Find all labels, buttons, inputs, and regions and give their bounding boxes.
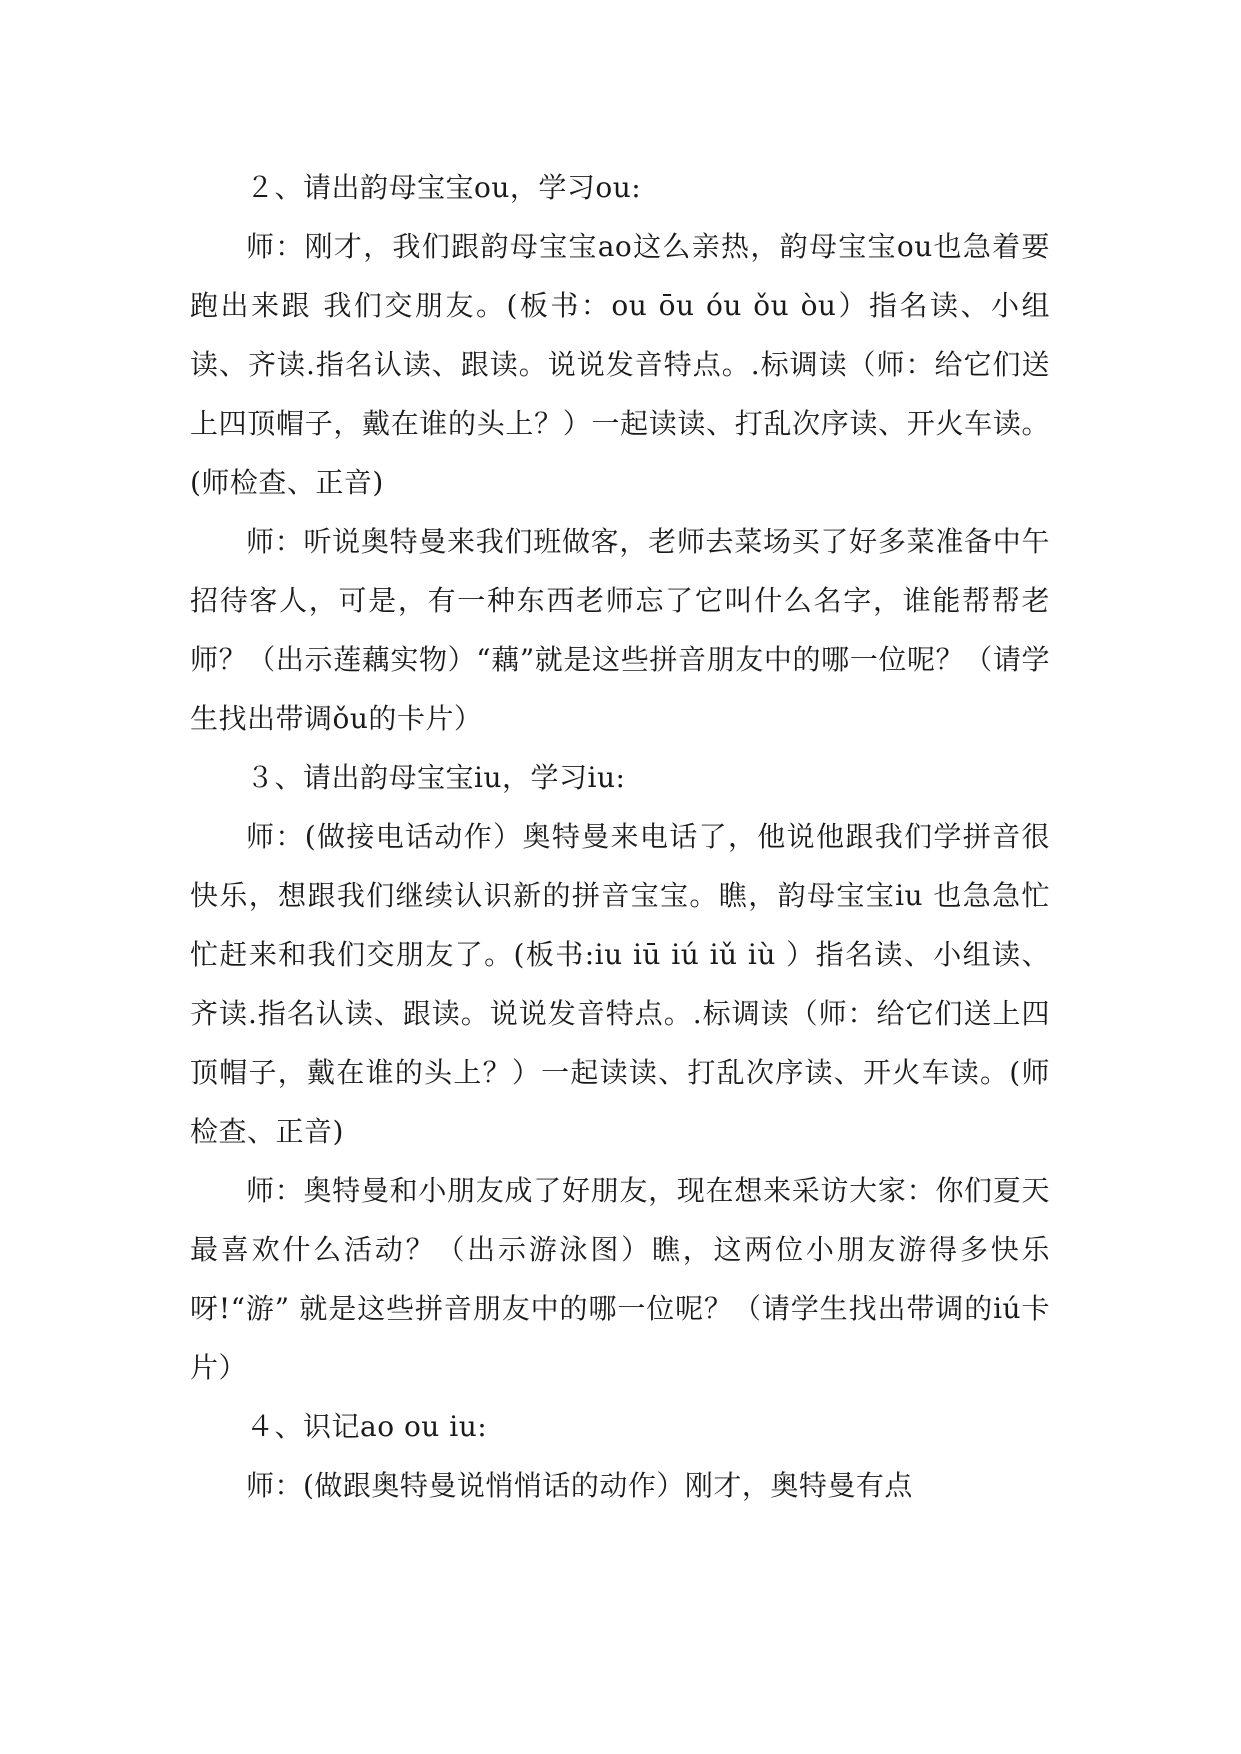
- paragraph: 师：奥特曼和小朋友成了好朋友，现在想来采访大家：你们夏天最喜欢什么活动？（出示游泳图）瞧，这两位小朋友游得多快乐呀!“游” 就是这些拼音朋友中的哪一位呢？（请学生找出带调的iú卡片）: [190, 1174, 1050, 1384]
- section-heading-3: ３、请出韵母宝宝iu，学习iu:: [246, 761, 626, 794]
- section-heading-4: ４、识记ao ou iu:: [246, 1410, 488, 1443]
- paragraph: 师：(做跟奥特曼说悄悄话的动作）刚才，奥特曼有点: [246, 1469, 913, 1502]
- paragraph: 师：刚才，我们跟韵母宝宝ao这么亲热，韵母宝宝ou也急着要跑出来跟 我们交朋友。(板书：ou ōu óu ǒu òu）指名读、小组读、齐读.指名认读、跟读。说说发音特点。.标调读（师：给它们送上四顶帽子，戴在谁的头上？）一起读读、打乱次序读、开火车读。(师检查、正音): [190, 230, 1050, 499]
- paragraph: 师：(做接电话动作）奥特曼来电话了，他说他跟我们学拼音很快乐，想跟我们继续认识新的拼音宝宝。瞧，韵母宝宝iu 也急急忙忙赶来和我们交朋友了。(板书:iu iū iú iǔ iù ）指名读、小组读、齐读.指名认读、跟读。说说发音特点。.标调读（师：给它们送上四顶帽子，戴在谁的头上？）一起读读、打乱次序读、开火车读。(师检查、正音): [190, 820, 1050, 1148]
- document-page: [190, 158, 1050, 1515]
- section-heading-2: ２、请出韵母宝宝ou，学习ou:: [246, 171, 642, 204]
- paragraph: 师：听说奥特曼来我们班做客，老师去菜场买了好多菜准备中午招待客人，可是，有一种东西老师忘了它叫什么名字，谁能帮帮老师？（出示莲藕实物）“藕”就是这些拼音朋友中的哪一位呢？（请学生找出带调ǒu的卡片）: [190, 525, 1050, 735]
